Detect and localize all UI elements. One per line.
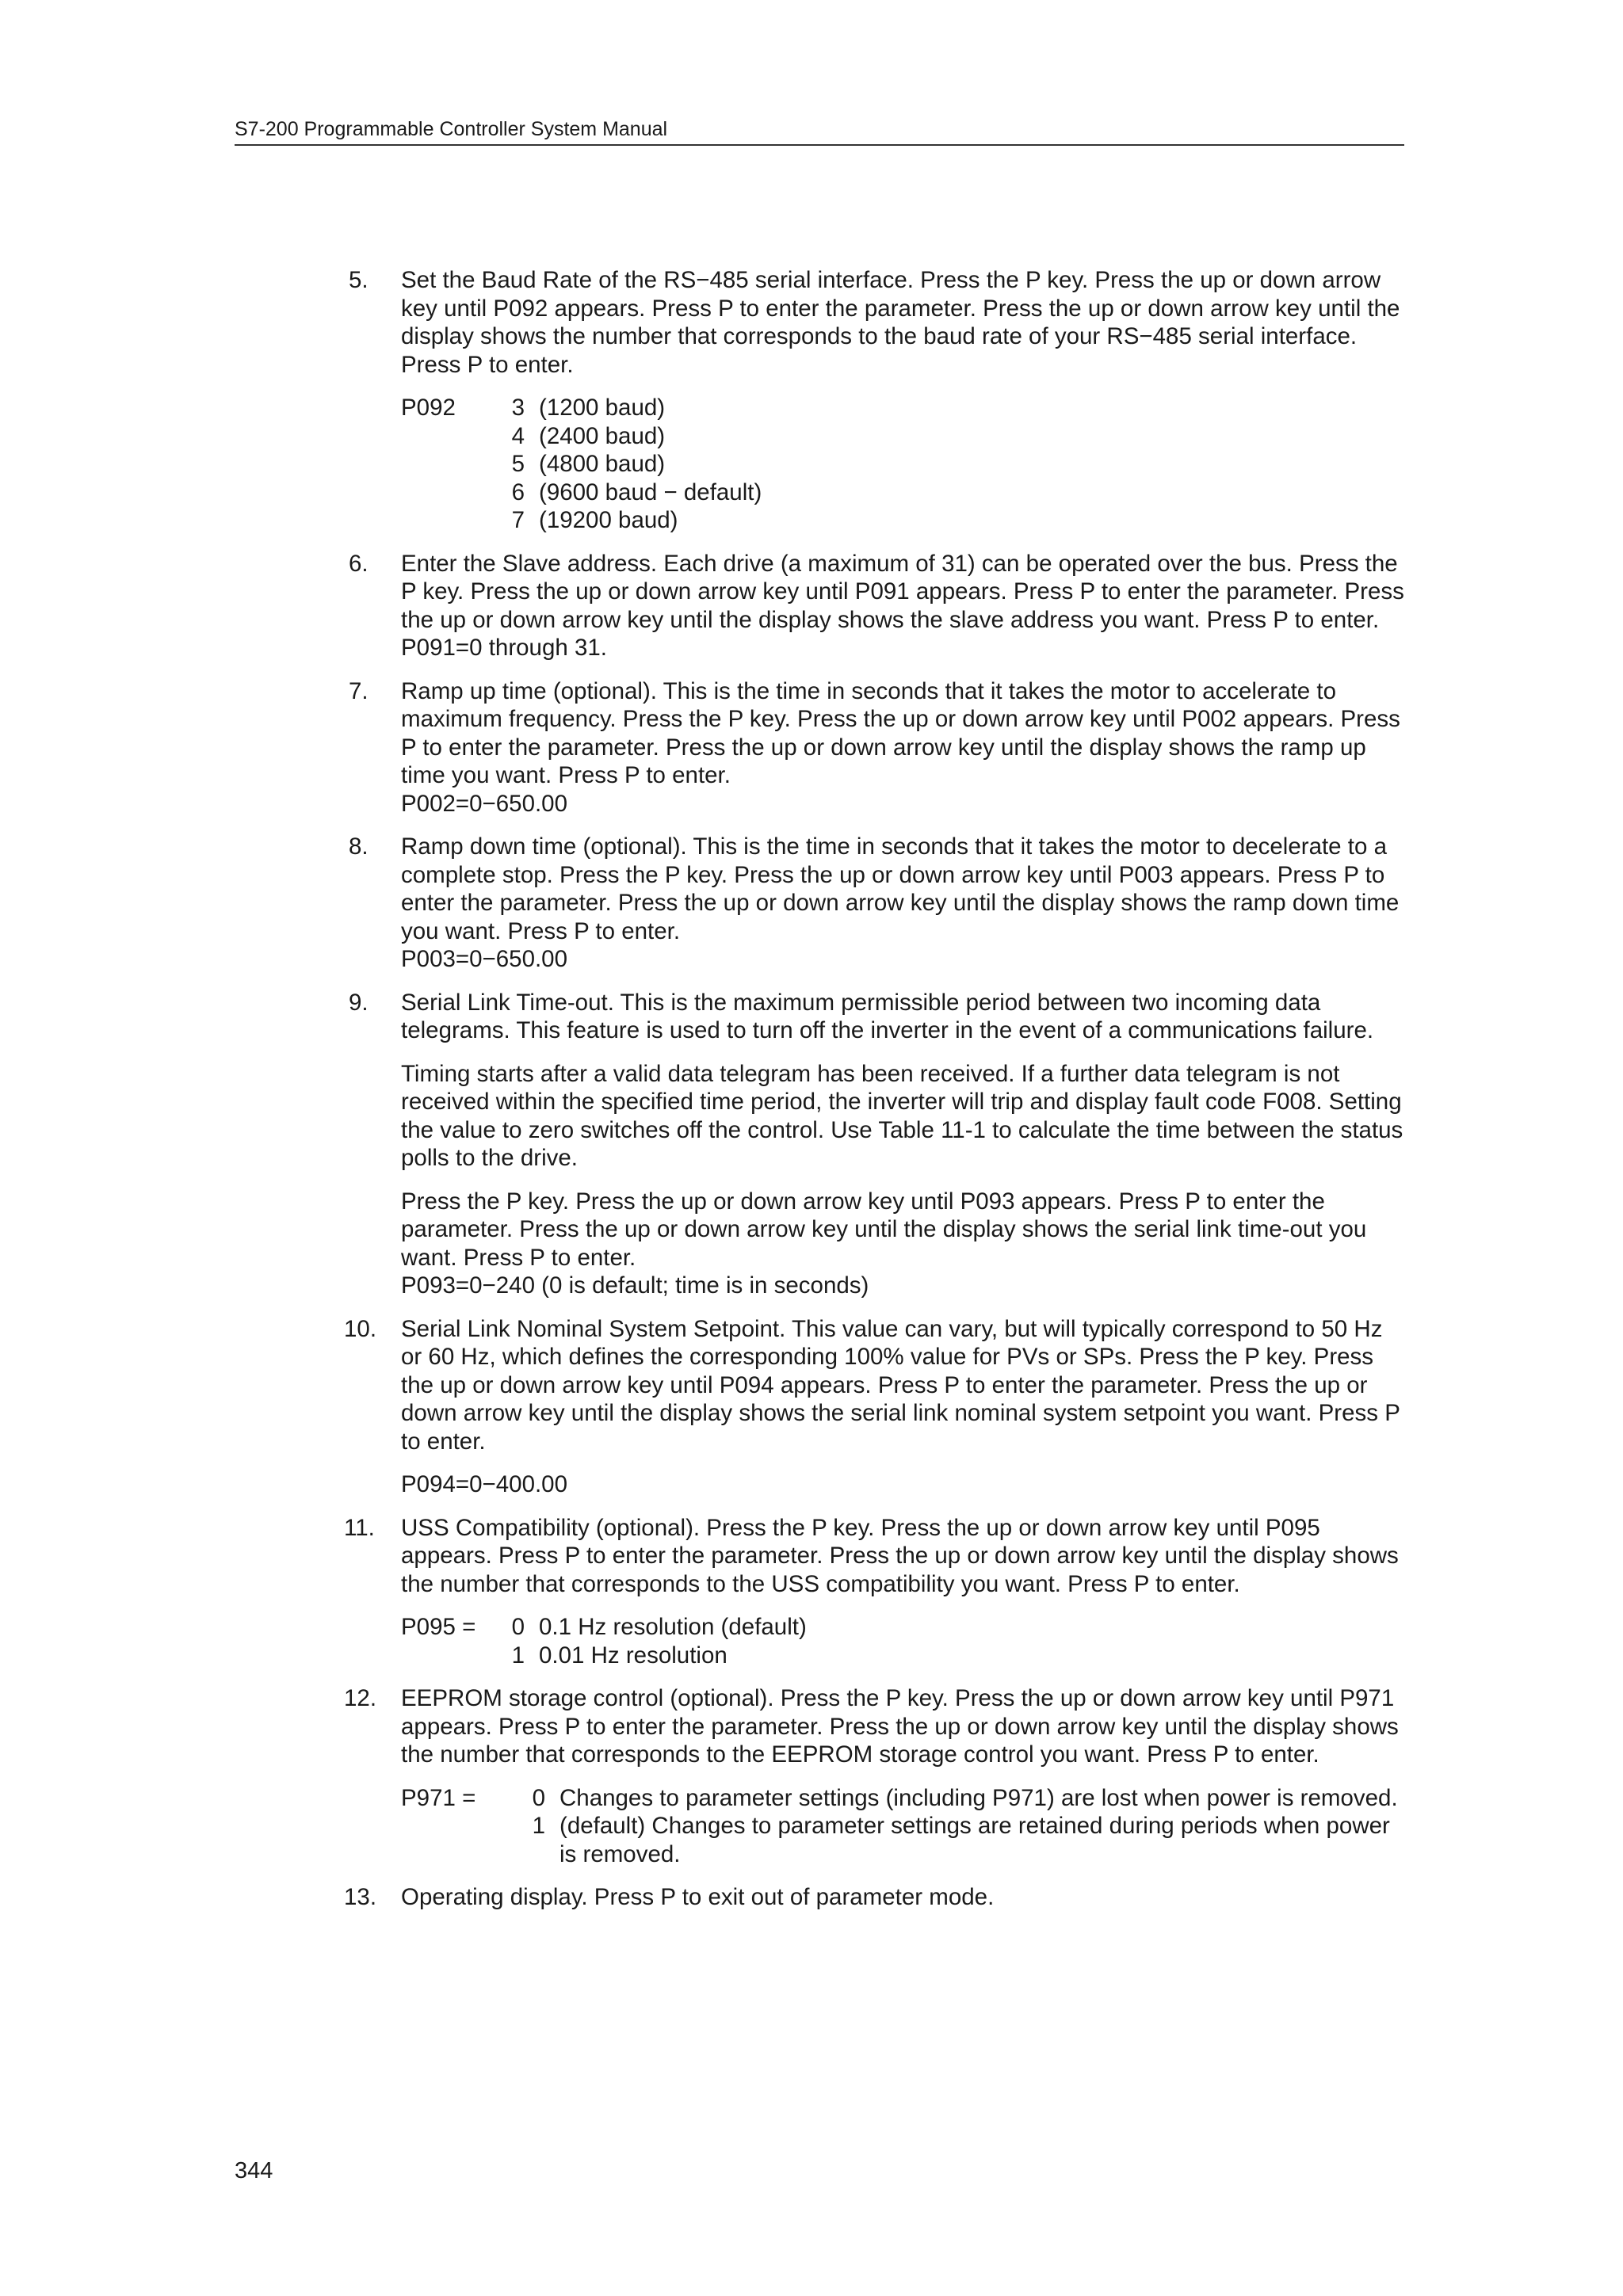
param-code: P092 [401,395,456,421]
step-text: Serial Link Nominal System Setpoint. This value can vary, but will typically correspond to 50 Hz or 60 Hz, which defines the corresponding 100% value for PVs or SPs. Press the P key. Press the up or down arrow key until P094 appears. Press P to enter the parameter. Press the up or down arrow key until the display shows the serial link nominal system setpoint you want. Press P to enter. [401,1315,1400,1455]
option-number: 1 [511,1642,525,1669]
step-text: Operating display. Press P to exit out of parameter mode. [401,1884,995,1910]
step-10 [344,1315,1404,1499]
step-8 [349,833,1404,974]
step-number: 10. [344,1315,377,1342]
eeprom-storage-table [401,1784,1404,1869]
param-value: P091=0 through 31. [401,635,607,661]
step-6 [349,550,1404,662]
option-number: 1 [532,1813,545,1839]
option-description: (2400 baud) [539,422,666,449]
step-text: Set the Baud Rate of the RS−485 serial interface. Press the P key. Press the up or down arrow key until P092 appears. Press P to enter the parameter. Press the up or down arrow key until the display shows the number that corresponds to the baud rate of your RS−485 serial interface. Press P to enter. [401,267,1400,378]
option-description: 0.01 Hz resolution [539,1642,727,1669]
option-description: 0.1 Hz resolution (default) [539,1614,807,1640]
option-number: 3 [511,395,525,421]
option-number: 0 [532,1784,545,1811]
param-code: P971 = [401,1784,476,1811]
step-text: Ramp down time (optional). This is the time in seconds that it takes the motor to decelerate to a complete stop. Press the P key. Press the up or down arrow key until P003 appears. Press P to enter the parameter. Press the up or down arrow key until the display shows the ramp down time you want. Press P to enter. [401,833,1400,944]
step-text: Serial Link Time-out. This is the maximum permissible period between two incoming data telegrams. This feature is used to turn off the inverter in the event of a communications failure. [401,989,1374,1043]
step-7 [349,677,1404,818]
option-description: (default) Changes to parameter settings are retained during periods when power is removed. [559,1813,1390,1867]
step-text: Ramp up time (optional). This is the time in seconds that it takes the motor to accelerate to maximum frequency. Press the P key. Press the up or down arrow key until P002 appears. Press P to enter the parameter. Press the up or down arrow key until the display shows the ramp up time you want. Press P to enter. [401,677,1400,788]
option-number: 7 [511,507,525,533]
step-number: 13. [344,1884,377,1910]
page-number: 344 [235,2158,273,2183]
param-code: P095 = [401,1614,476,1640]
step-13 [344,1883,1404,1912]
option-number: 4 [511,422,525,449]
option-number: 5 [511,451,525,477]
step-text: Enter the Slave address. Each drive (a maximum of 31) can be operated over the bus. Press the P key. Press the up or down arrow key until P091 appears. Press P to enter the parameter. Press the up or down arrow key until the display shows the slave address you want. Press P to enter. [401,550,1404,633]
option-description: (4800 baud) [539,451,666,477]
step-number: 8. [349,833,369,860]
step-text-instructions: Press the P key. Press the up or down arrow key until P093 appears. Press P to enter the parameter. Press the up or down arrow key until the display shows the serial link time-out you want. Press P to enter. [401,1188,1367,1271]
option-description: Changes to parameter settings (including P971) are lost when power is removed. [559,1784,1398,1811]
step-9 [349,989,1404,1300]
param-value: P002=0−650.00 [401,790,567,817]
param-value: P094=0−400.00 [401,1471,567,1497]
step-number: 11. [344,1514,375,1541]
uss-compatibility-table [401,1613,1404,1669]
step-number: 7. [349,677,369,704]
baud-rate-table [401,394,1404,535]
option-description: (19200 baud) [539,507,678,533]
option-description: (9600 baud − default) [539,479,762,505]
option-number: 0 [511,1614,525,1640]
option-description: (1200 baud) [539,395,666,421]
option-number: 6 [511,479,525,505]
step-text: EEPROM storage control (optional). Press the P key. Press the up or down arrow key until P971 appears. Press P to enter the parameter. Press the up or down arrow key until the display shows the number that corresponds to the EEPROM storage control you want. Press P to enter. [401,1685,1399,1768]
running-header: S7-200 Programmable Controller System Manual [235,116,1404,146]
step-11 [344,1514,1404,1670]
param-value: P093=0−240 (0 is default; time is in seconds) [401,1272,869,1299]
step-text: USS Compatibility (optional). Press the P key. Press the up or down arrow key until P095 appears. Press P to enter the parameter. Press the up or down arrow key until the display shows the number that corresponds to the USS compatibility you want. Press P to enter. [401,1514,1399,1597]
step-12 [344,1684,1404,1868]
step-5 [349,266,1404,535]
step-number: 6. [349,550,369,577]
procedure-steps [344,266,1404,1927]
param-value: P003=0−650.00 [401,946,567,972]
step-text-timing: Timing starts after a valid data telegram has been received. If a further data telegram is not received within the specified time period, the inverter will trip and display fault code F008. Setting the value to zero switches off the control. Use Table 11-1 to calculate the time between the status polls to the drive. [401,1060,1403,1171]
step-number: 5. [349,267,369,293]
step-number: 12. [344,1685,377,1711]
step-number: 9. [349,989,369,1016]
